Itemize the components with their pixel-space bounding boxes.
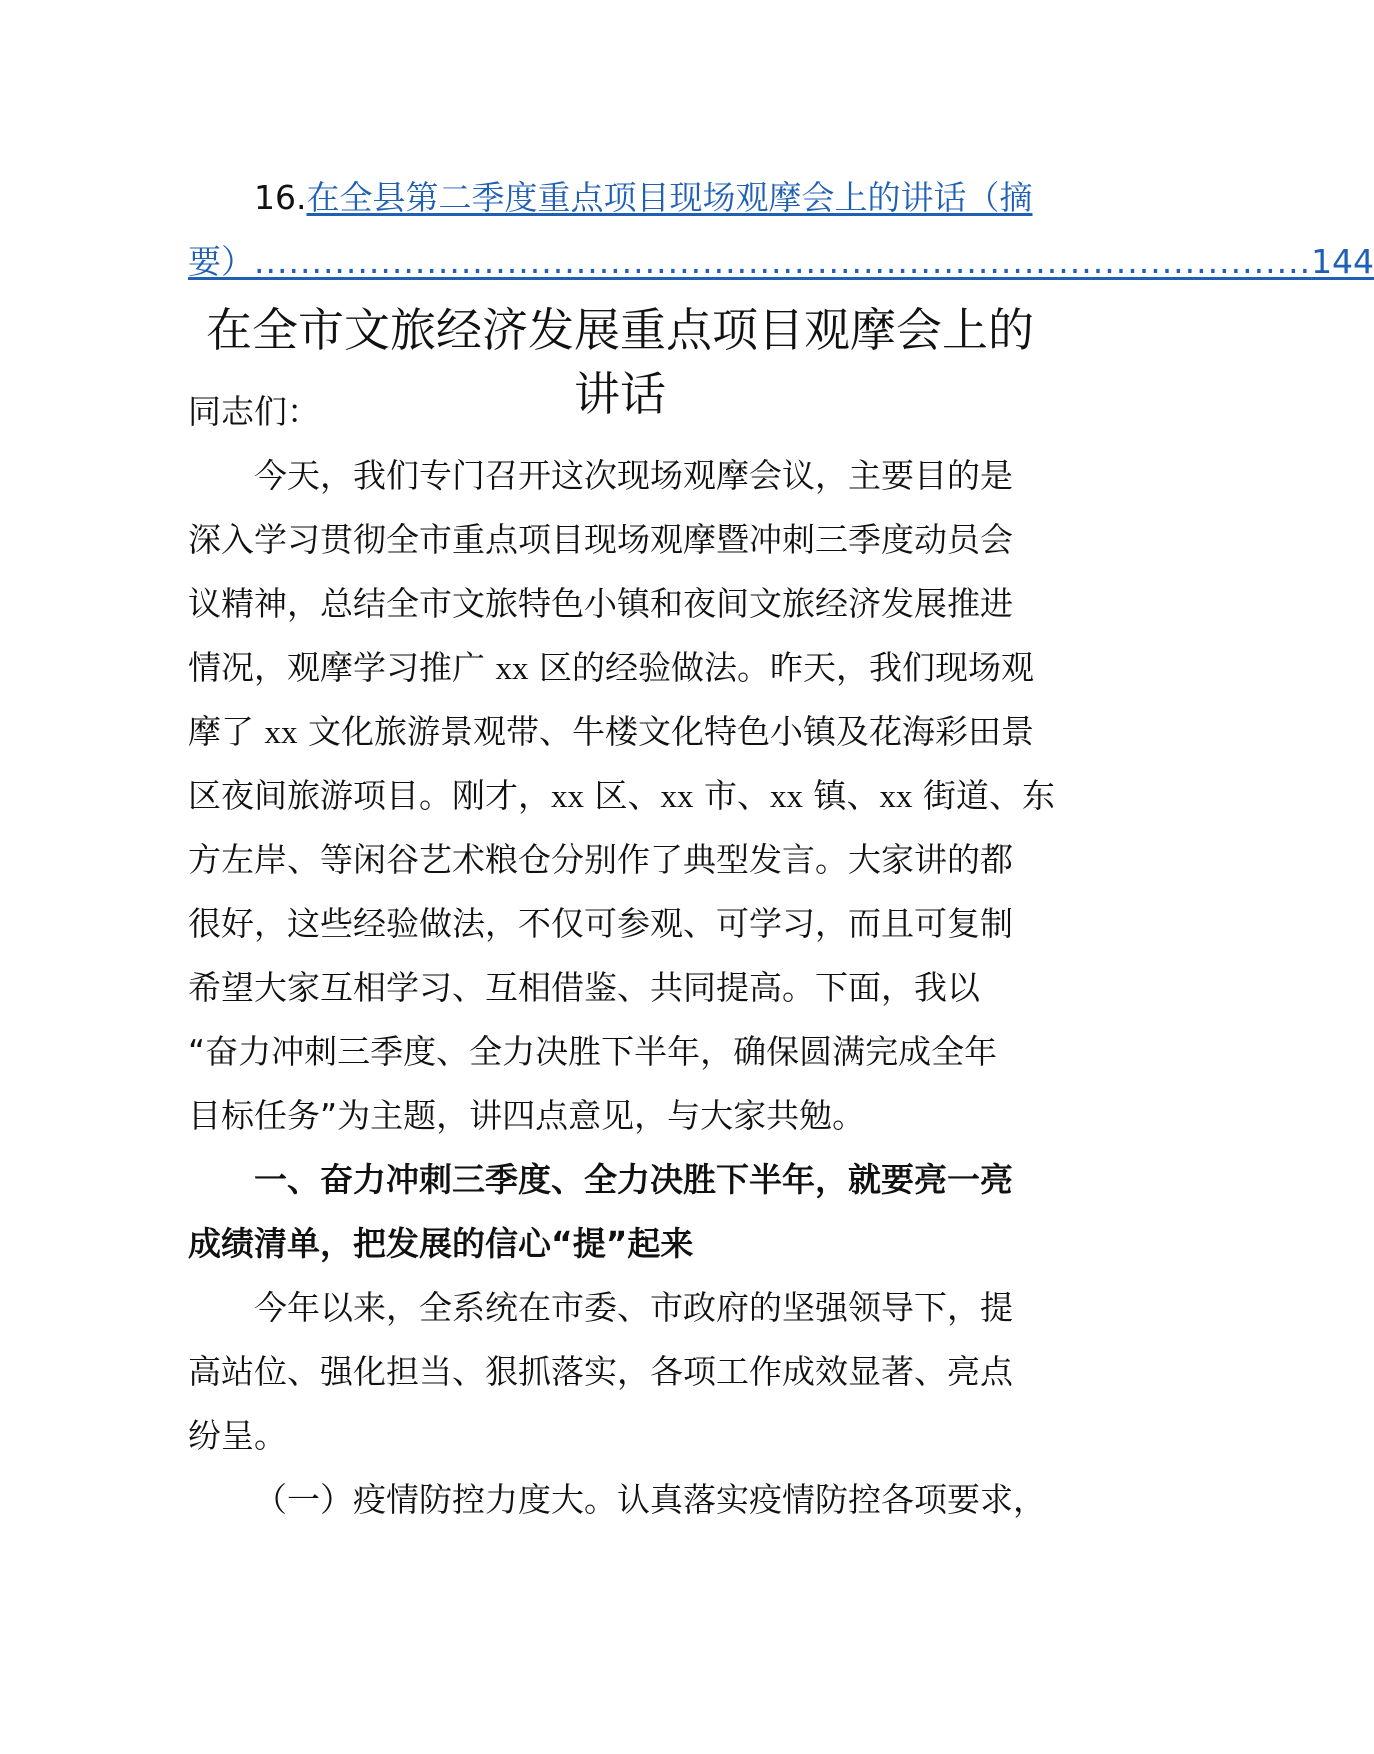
paragraph-line	[188, 636, 1052, 700]
toc-link[interactable]: 在全县第二季度重点项目现场观摩会上的讲话（摘	[306, 178, 1033, 217]
text-run: xx	[495, 651, 529, 687]
paragraph-line: 今年以来，全系统在市委、市政府的坚强领导下，提	[254, 1288, 1013, 1327]
salutation: 同志们：	[188, 392, 320, 431]
paragraph-line: 深入学习贯彻全市重点项目现场观摩暨冲刺三季度动员会	[188, 520, 1013, 559]
speech-body	[188, 380, 1055, 1532]
text-run: 街道、东	[923, 776, 1055, 815]
text-run: 区的经验做法。昨天，我们现场观	[539, 648, 1034, 687]
paragraph-line	[188, 764, 1055, 828]
text-run: xx	[551, 779, 584, 815]
text-run: 情况，观摩学习推广	[188, 648, 485, 687]
paragraph-line: 希望大家互相学习、互相借鉴、共同提高。下面，我以	[188, 968, 980, 1007]
title-line-1: 在全市文旅经济发展重点项目观摩会上的	[206, 303, 1034, 357]
paragraph-line: 方左岸、等闲谷艺术粮仓分别作了典型发言。大家讲的都	[188, 840, 1013, 879]
section-heading: 一、奋力冲刺三季度、全力决胜下半年，就要亮一亮	[254, 1160, 1013, 1199]
toc-link-continued[interactable]: 要）	[188, 242, 254, 281]
title-line-2: 讲话	[574, 367, 666, 421]
paragraph-line: 高站位、强化担当、狠抓落实，各项工作成效显著、亮点	[188, 1352, 1013, 1391]
text-run: 摩了	[188, 712, 254, 751]
paragraph-line: （一）疫情防控力度大。认真落实疫情防控各项要求，	[254, 1480, 1046, 1519]
toc-number: 16.	[254, 178, 307, 217]
toc-page-number[interactable]: 144	[1311, 242, 1374, 281]
paragraph-line	[188, 700, 1052, 764]
text-run: 镇、	[813, 776, 880, 815]
toc-leader-dots: ............................................................................................	[254, 242, 1312, 281]
text-run: xx	[660, 779, 694, 815]
paragraph-line: 纷呈。	[188, 1416, 287, 1455]
paragraph-line: 很好，这些经验做法，不仅可参观、可学习，而且可复制	[188, 904, 1013, 943]
text-run: 市、	[704, 776, 770, 815]
text-run: xx	[879, 779, 913, 815]
toc-entry[interactable]	[188, 172, 1118, 219]
text-run: xx	[770, 779, 803, 815]
text-run: 区、	[594, 776, 661, 815]
text-run: xx	[264, 715, 298, 751]
paragraph-line: “奋力冲刺三季度、全力决胜下半年，确保圆满完成全年	[188, 1032, 998, 1071]
paragraph-line: 目标任务”为主题，讲四点意见，与大家共勉。	[188, 1096, 866, 1135]
paragraph-line: 议精神，总结全市文旅特色小镇和夜间文旅经济发展推进	[188, 584, 1013, 623]
paragraph-line: 今天，我们专门召开这次现场观摩会议，主要目的是	[254, 456, 1013, 495]
toc-entry-continued[interactable]	[188, 236, 1374, 283]
text-run: 区夜间旅游项目。刚才，	[188, 776, 551, 815]
text-run: 文化旅游景观带、牛楼文化特色小镇及花海彩田景	[308, 712, 1034, 751]
section-heading: 成绩清单，把发展的信心“提”起来	[188, 1224, 694, 1263]
